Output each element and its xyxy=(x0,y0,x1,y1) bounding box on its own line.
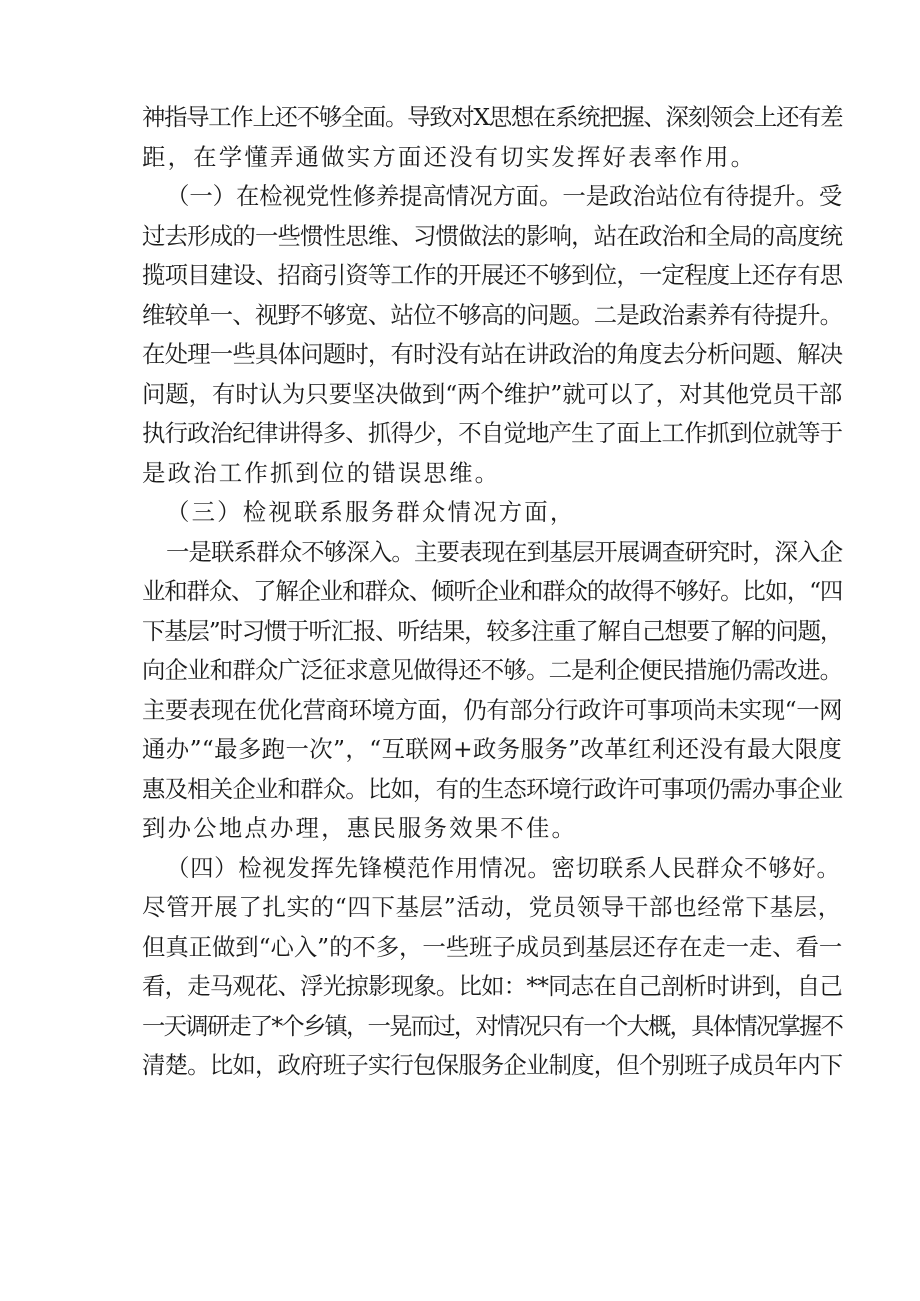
text-line: 执行政治纪律讲得多、抓得少，不自觉地产生了面上工作抓到位就等于 xyxy=(142,419,842,447)
paragraph-party-spirit xyxy=(142,177,842,493)
text-line: 一是联系群众不够深入。主要表现在到基层开展调查研究时，深入企 xyxy=(166,537,842,566)
paragraph-vanguard-role xyxy=(142,849,842,1086)
paragraph-section-three-heading xyxy=(142,493,842,533)
text-line: 向企业和群众广泛征求意见做得还不够。二是利企便民措施仍需改进。 xyxy=(142,656,842,684)
paragraph-continuation xyxy=(142,98,842,177)
text-line: （三）检视联系服务群众情况方面， xyxy=(166,498,576,526)
text-line: 到办公地点办理，惠民服务效果不佳。 xyxy=(142,814,578,842)
text-line: 主要表现在优化营商环境方面，仍有部分行政许可事项尚未实现“一网 xyxy=(142,695,842,724)
document-body xyxy=(142,98,842,1086)
text-line: （四）检视发挥先锋模范作用情况。密切联系人民群众不够好。 xyxy=(166,853,841,882)
text-line: 维较单一、视野不够宽、站位不够高的问题。二是政治素养有待提升。 xyxy=(142,300,842,329)
text-line: 下基层”时习惯于听汇报、听结果，较多注重了解自己想要了解的问题， xyxy=(142,616,842,645)
text-line: 看，走马观花、浮光掠影现象。比如：**同志在自己剖析时讲到，自己 xyxy=(142,972,842,1000)
text-line: 揽项目建设、招商引资等工作的开展还不够到位，一定程度上还存有思 xyxy=(142,261,842,289)
paragraph-contact-masses xyxy=(142,533,842,849)
text-line: 一天调研走了*个乡镇，一晃而过，对情况只有一个大概，具体情况掌握不 xyxy=(142,1011,842,1040)
text-line: 通办”“最多跑一次”，“互联网+政务服务”改革红利还没有最大限度 xyxy=(142,735,842,763)
text-line: 神指导工作上还不够全面。导致对X思想在系统把握、深刻领会上还有差 xyxy=(142,103,842,131)
text-line: 尽管开展了扎实的“四下基层”活动，党员领导干部也经常下基层， xyxy=(142,893,842,921)
text-line: 是政治工作抓到位的错误思维。 xyxy=(142,458,501,487)
text-line: 业和群众、了解企业和群众、倾听企业和群众的故得不够好。比如，“四 xyxy=(142,577,842,605)
text-line: 过去形成的一些惯性思维、习惯做法的影响，站在政治和全局的高度统 xyxy=(142,221,842,250)
text-line: 清楚。比如，政府班子实行包保服务企业制度，但个别班子成员年内下 xyxy=(142,1051,842,1079)
text-line: 惠及相关企业和群众。比如，有的生态环境行政许可事项仍需办事企业 xyxy=(142,774,842,803)
text-line: 在处理一些具体问题时，有时没有站在讲政治的角度去分析问题、解决 xyxy=(142,340,842,368)
text-line: 问题，有时认为只要坚决做到“两个维护”就可以了，对其他党员干部 xyxy=(142,379,842,408)
text-line: （一）在检视党性修养提高情况方面。一是政治站位有待提升。受 xyxy=(166,182,842,210)
text-line: 但真正做到“心入”的不多，一些班子成员到基层还存在走一走、看一 xyxy=(142,932,842,961)
text-line: 距，在学懂弄通做实方面还没有切实发挥好表率作用。 xyxy=(142,142,757,171)
